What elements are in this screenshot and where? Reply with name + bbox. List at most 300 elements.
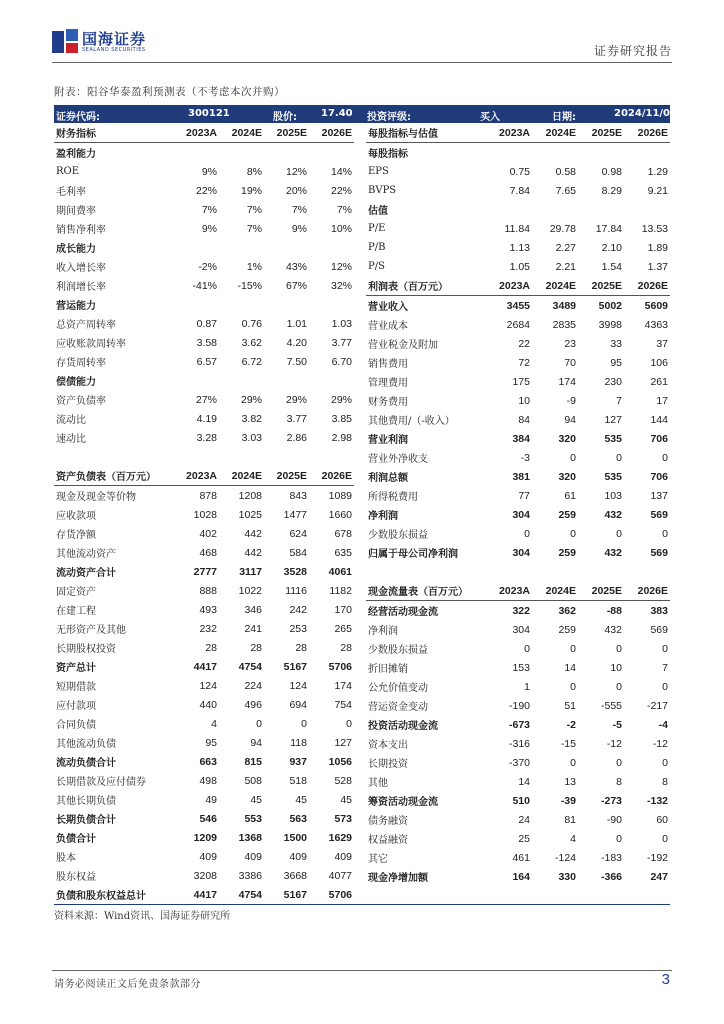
cell-value: 4.20	[286, 336, 307, 349]
cell-value: 144	[650, 413, 668, 426]
table-caption: 附表：阳谷华泰盈利预测表（不考虑本次并购）	[54, 86, 285, 98]
cell-value: 45	[295, 793, 307, 806]
row-label: 归属于母公司净利润	[368, 549, 458, 560]
table-row	[54, 505, 354, 524]
table-row	[54, 714, 354, 733]
row-label: 营业利润	[368, 435, 408, 446]
cell-value	[174, 143, 219, 163]
cell-value: 5002	[598, 299, 622, 312]
row-label: 合同负债	[56, 720, 96, 731]
cell-value: 11.84	[504, 222, 530, 235]
cell-value: 573	[334, 812, 352, 825]
cell-value: 2023A	[486, 581, 532, 601]
date-value: 2024/11/08	[614, 108, 677, 119]
cell-value: 0	[256, 717, 262, 730]
row-label: 财务指标	[54, 123, 174, 143]
row-label: 估值	[368, 206, 388, 217]
cell-value: 569	[650, 623, 668, 636]
cell-value: 518	[289, 774, 307, 787]
cell-value: 0	[570, 642, 576, 655]
table-row	[366, 162, 670, 181]
table-row	[54, 257, 354, 276]
row-label: 营业成本	[368, 321, 408, 332]
cell-value: 0	[616, 451, 622, 464]
table-row	[54, 790, 354, 809]
cell-value: 0	[662, 832, 668, 845]
cell-value: 7	[616, 394, 622, 407]
cell-value: 888	[199, 584, 217, 597]
row-label: 营业收入	[368, 302, 408, 313]
table-row	[54, 409, 354, 428]
cell-value: 535	[604, 432, 622, 445]
table-row	[54, 619, 354, 638]
row-label: 收入增长率	[56, 263, 106, 274]
cell-value: 13	[564, 775, 576, 788]
cell-value: 247	[650, 870, 668, 883]
cell-value: 8.29	[601, 184, 622, 197]
cell-value: 2026E	[309, 123, 354, 143]
cell-value: 461	[512, 851, 530, 864]
cell-value: -124	[554, 851, 576, 864]
row-label: 应付款项	[56, 701, 96, 712]
cell-value	[264, 295, 309, 314]
table-row	[366, 429, 670, 448]
page-number: 3	[661, 971, 670, 988]
cell-value: 442	[244, 546, 262, 559]
cell-value: 259	[558, 546, 576, 559]
cell-value: 3.82	[241, 412, 262, 425]
cell-value: 2024E	[532, 581, 578, 601]
cell-value: 0	[662, 680, 668, 693]
cell-value	[309, 371, 354, 390]
cell-value: 409	[334, 850, 352, 863]
cell-value: 432	[604, 623, 622, 636]
cell-value: 7.65	[555, 184, 576, 197]
cell-value: 259	[558, 508, 576, 521]
cell-value: -88	[606, 604, 622, 617]
cell-value	[578, 200, 624, 219]
row-label: P/E	[368, 223, 386, 234]
cell-value: 2684	[506, 318, 530, 331]
table-row	[366, 448, 670, 467]
cell-value: 1056	[328, 755, 352, 768]
table-row	[54, 581, 354, 600]
cell-value: 81	[564, 813, 576, 826]
cell-value: 2.86	[286, 431, 307, 444]
cell-value	[264, 238, 309, 257]
row-label: 权益融资	[368, 835, 408, 846]
cell-value: 3489	[552, 299, 576, 312]
cell-value: 2023A	[174, 466, 219, 486]
cell-value: 8%	[246, 165, 262, 178]
cell-value: 2.27	[555, 241, 576, 254]
section-row	[54, 238, 354, 257]
cell-value: 624	[289, 527, 307, 540]
cell-value: 3386	[238, 869, 262, 882]
cell-value: 10	[610, 661, 622, 674]
section-row	[54, 371, 354, 390]
cell-value: 94	[250, 736, 262, 749]
cell-value: 1.89	[647, 241, 668, 254]
cell-value: -3	[520, 451, 530, 464]
cell-value: 7%	[201, 203, 217, 216]
cell-value: 937	[289, 755, 307, 768]
cell-value: 546	[199, 812, 217, 825]
cell-value: 4754	[238, 660, 262, 673]
cell-value: -2	[566, 718, 576, 731]
row-label: 流动资产合计	[56, 568, 116, 579]
cell-value: 8	[662, 775, 668, 788]
cell-value: 14	[564, 661, 576, 674]
cell-value: 7%	[291, 203, 307, 216]
cell-value: 0	[662, 527, 668, 540]
cell-value	[264, 371, 309, 390]
cell-value: 569	[650, 508, 668, 521]
cell-value: 4363	[644, 318, 668, 331]
cell-value: 409	[289, 850, 307, 863]
table-row	[54, 562, 354, 581]
cell-value: 27%	[195, 393, 217, 406]
cell-value: 1182	[329, 584, 352, 597]
cell-value: 2026E	[624, 276, 670, 296]
row-label: 营业外净收支	[368, 454, 428, 465]
cell-value: 432	[604, 508, 622, 521]
cell-value	[532, 143, 578, 163]
row-label: 销售费用	[368, 359, 408, 370]
cell-value: -12	[652, 737, 668, 750]
table-row	[366, 753, 670, 772]
cell-value: 9%	[291, 222, 307, 235]
cell-value: 2023A	[486, 123, 532, 143]
table-row	[366, 867, 670, 886]
table-row	[366, 772, 670, 791]
cell-value: 1089	[328, 489, 352, 502]
cell-value: 304	[512, 508, 530, 521]
table-row	[366, 505, 670, 524]
cell-value: 8	[616, 775, 622, 788]
cell-value	[309, 143, 354, 163]
row-label: 现金流量表（百万元）	[366, 581, 486, 601]
cell-value: -39	[560, 794, 576, 807]
cell-value: 22%	[330, 184, 352, 197]
cell-value: 2025E	[578, 581, 624, 601]
cell-value: -673	[508, 718, 530, 731]
row-label: 财务费用	[368, 397, 408, 408]
cell-value: 127	[604, 413, 622, 426]
cell-value: 28	[295, 641, 307, 654]
cell-value: 95	[205, 736, 217, 749]
cell-value: 1.03	[331, 317, 352, 330]
brand-name: 国海证券	[82, 29, 147, 48]
row-label: ROE	[56, 166, 80, 177]
cell-value: 3668	[283, 869, 307, 882]
cell-value	[219, 143, 264, 163]
cell-value: -370	[508, 756, 530, 769]
cell-value: -15	[560, 737, 576, 750]
cell-value: 535	[604, 470, 622, 483]
cell-value: 3.77	[331, 336, 352, 349]
cell-value: -132	[646, 794, 668, 807]
cell-value: 1.13	[509, 241, 530, 254]
row-label	[366, 562, 486, 581]
cell-value	[624, 143, 670, 163]
cell-value: 153	[512, 661, 530, 674]
cell-value: 23	[564, 337, 576, 350]
cell-value	[624, 562, 670, 581]
cell-value	[174, 371, 219, 390]
cell-value: 4417	[193, 660, 217, 673]
cell-value: 124	[199, 679, 217, 692]
cell-value	[219, 295, 264, 314]
cell-value: 304	[512, 546, 530, 559]
cell-value: 174	[334, 679, 352, 692]
cell-value: 1500	[283, 831, 307, 844]
cell-value: 2026E	[309, 466, 354, 486]
table-row	[366, 543, 670, 562]
rating-label: 投资评级:	[367, 112, 411, 123]
cell-value: 3.77	[286, 412, 307, 425]
cell-value: 29.78	[549, 222, 576, 235]
cell-value: 1208	[238, 489, 262, 502]
cell-value	[486, 143, 532, 163]
cell-value: 0.87	[196, 317, 217, 330]
table-row	[366, 219, 670, 238]
table-row	[366, 315, 670, 334]
row-label: 其它	[368, 854, 388, 865]
table-row	[54, 390, 354, 409]
cell-value: 28	[250, 641, 262, 654]
table-row	[366, 715, 670, 734]
cell-value: 0	[662, 451, 668, 464]
cell-value: -4	[658, 718, 668, 731]
cell-value: 2024E	[532, 123, 578, 143]
cell-value: -15%	[237, 279, 262, 292]
cell-value: 174	[558, 375, 576, 388]
cell-value: 106	[650, 356, 668, 369]
table-row	[54, 828, 354, 847]
cell-value: 10%	[330, 222, 352, 235]
cell-value: 6.57	[196, 355, 217, 368]
cell-value: 33	[610, 337, 622, 350]
cell-value: 24	[518, 813, 530, 826]
code-value: 300121	[188, 108, 230, 119]
table-row	[366, 391, 670, 410]
cell-value: 1.05	[509, 260, 530, 273]
row-label: BVPS	[368, 185, 397, 196]
table-row	[54, 447, 354, 466]
disclaimer-note: 请务必阅读正文后免责条款部分	[54, 979, 201, 990]
row-label: 流动负债合计	[56, 758, 116, 769]
cell-value: 678	[334, 527, 352, 540]
table-row	[366, 829, 670, 848]
table-row	[366, 334, 670, 353]
cell-value: 43%	[285, 260, 307, 273]
cell-value: 402	[199, 527, 217, 540]
cell-value: 60	[656, 813, 668, 826]
cell-value: -366	[600, 870, 622, 883]
cell-value: 384	[512, 432, 530, 445]
cell-value: 0	[616, 756, 622, 769]
row-label: 其他费用/（-收入）	[368, 416, 455, 427]
row-label: 流动比	[56, 415, 86, 426]
cell-value: 409	[244, 850, 262, 863]
cell-value: 241	[244, 622, 262, 635]
cell-value: 2025E	[264, 123, 309, 143]
cell-value: 1%	[246, 260, 262, 273]
row-label: 资产负债表（百万元）	[54, 466, 174, 486]
cell-value: 0	[616, 832, 622, 845]
cell-value: 383	[650, 604, 668, 617]
cell-value: 3455	[506, 299, 530, 312]
cell-value: 1368	[238, 831, 262, 844]
row-label: 股东权益	[56, 872, 96, 883]
cell-value: 4	[570, 832, 576, 845]
cell-value: 12%	[330, 260, 352, 273]
brand-logo	[52, 28, 146, 56]
cell-value: 0	[346, 717, 352, 730]
table-row	[366, 353, 670, 372]
cell-value: 7.50	[286, 355, 307, 368]
cell-value: 4077	[328, 869, 352, 882]
table-row	[54, 486, 354, 506]
cell-value	[219, 447, 264, 466]
row-label: 销售净利率	[56, 225, 106, 236]
row-label: 经营活动现金流	[368, 607, 438, 618]
cell-value: 84	[518, 413, 530, 426]
cell-value: 137	[650, 489, 668, 502]
cell-value	[309, 295, 354, 314]
cell-value: 4	[211, 717, 217, 730]
row-label: 其他流动负债	[56, 739, 116, 750]
cell-value: 224	[244, 679, 262, 692]
cell-value: 29%	[240, 393, 262, 406]
cell-value: 663	[199, 755, 217, 768]
row-label: 折旧摊销	[368, 664, 408, 675]
cell-value: 493	[199, 603, 217, 616]
cell-value: 468	[199, 546, 217, 559]
table-row	[366, 810, 670, 829]
row-label: 应收账款周转率	[56, 339, 126, 350]
row-label: 利润增长率	[56, 282, 106, 293]
cell-value: 9.21	[647, 184, 668, 197]
table-row	[366, 677, 670, 696]
row-label: 速动比	[56, 434, 86, 445]
cell-value: 0.76	[241, 317, 262, 330]
cell-value: 0	[524, 527, 530, 540]
cell-value: 22	[518, 337, 530, 350]
table-row	[54, 219, 354, 238]
price-label: 股价:	[273, 112, 297, 123]
cell-value: 9%	[201, 165, 217, 178]
cell-value: 815	[244, 755, 262, 768]
row-label: 筹资活动现金流	[368, 797, 438, 808]
row-label: 资产负债率	[56, 396, 106, 407]
cell-value: 442	[244, 527, 262, 540]
cell-value	[486, 562, 532, 581]
cell-value	[174, 447, 219, 466]
cell-value: 6.70	[331, 355, 352, 368]
cell-value: 320	[558, 470, 576, 483]
table-row	[366, 238, 670, 257]
cell-value: 25	[518, 832, 530, 845]
cell-value: 1629	[328, 831, 352, 844]
cell-value: 19%	[240, 184, 262, 197]
cell-value: 14%	[330, 165, 352, 178]
cell-value: 2024E	[532, 276, 578, 296]
cell-value: 584	[289, 546, 307, 559]
row-label: 其他流动资产	[56, 549, 116, 560]
cell-value: 7%	[246, 222, 262, 235]
row-label: EPS	[368, 166, 389, 177]
cell-value: 28	[205, 641, 217, 654]
row-label: 短期借款	[56, 682, 96, 693]
cell-value: -90	[606, 813, 622, 826]
cell-value: 127	[334, 736, 352, 749]
cell-value: 706	[650, 470, 668, 483]
cell-value: -192	[646, 851, 668, 864]
cell-value: 304	[512, 623, 530, 636]
cell-value: -555	[600, 699, 622, 712]
table-bottom-rule	[54, 904, 670, 905]
table-header-row	[54, 123, 354, 143]
table-row	[54, 809, 354, 828]
cell-value: 77	[518, 489, 530, 502]
table-row	[54, 752, 354, 771]
cell-value: 563	[289, 812, 307, 825]
cell-value: 553	[244, 812, 262, 825]
cell-value: 498	[199, 774, 217, 787]
cell-value: 20%	[285, 184, 307, 197]
cell-value: 0	[616, 527, 622, 540]
report-type: 证券研究报告	[593, 44, 672, 58]
row-label: 长期股权投资	[56, 644, 116, 655]
table-row	[366, 562, 670, 581]
cell-value: 29%	[285, 393, 307, 406]
cell-value: 3998	[598, 318, 622, 331]
cell-value: -316	[508, 737, 530, 750]
cell-value: -9	[566, 394, 576, 407]
cell-value: 14	[518, 775, 530, 788]
cell-value: 95	[610, 356, 622, 369]
cell-value: 508	[244, 774, 262, 787]
cell-value	[624, 200, 670, 219]
table-row	[366, 601, 670, 621]
cell-value: 346	[244, 603, 262, 616]
section-row	[54, 143, 354, 163]
cell-value: 4754	[238, 888, 262, 901]
cell-value: 496	[244, 698, 262, 711]
row-label: 投资活动现金流	[368, 721, 438, 732]
cell-value: 1	[524, 680, 530, 693]
cell-value: 175	[512, 375, 530, 388]
table-row	[366, 486, 670, 505]
row-label: 资产总计	[56, 663, 96, 674]
cell-value: 2023A	[486, 276, 532, 296]
cell-value: 1.37	[647, 260, 668, 273]
cell-value: 3528	[283, 565, 307, 578]
cell-value: 259	[558, 623, 576, 636]
cell-value: 362	[558, 604, 576, 617]
cell-value: 4.19	[196, 412, 217, 425]
cell-value: 878	[199, 489, 217, 502]
table-row	[54, 638, 354, 657]
row-label: 盈利能力	[56, 149, 96, 160]
table-row	[54, 543, 354, 562]
cell-value: -183	[600, 851, 622, 864]
row-label: 存货净额	[56, 530, 96, 541]
row-label: 管理费用	[368, 378, 408, 389]
row-label: 其他	[368, 778, 388, 789]
